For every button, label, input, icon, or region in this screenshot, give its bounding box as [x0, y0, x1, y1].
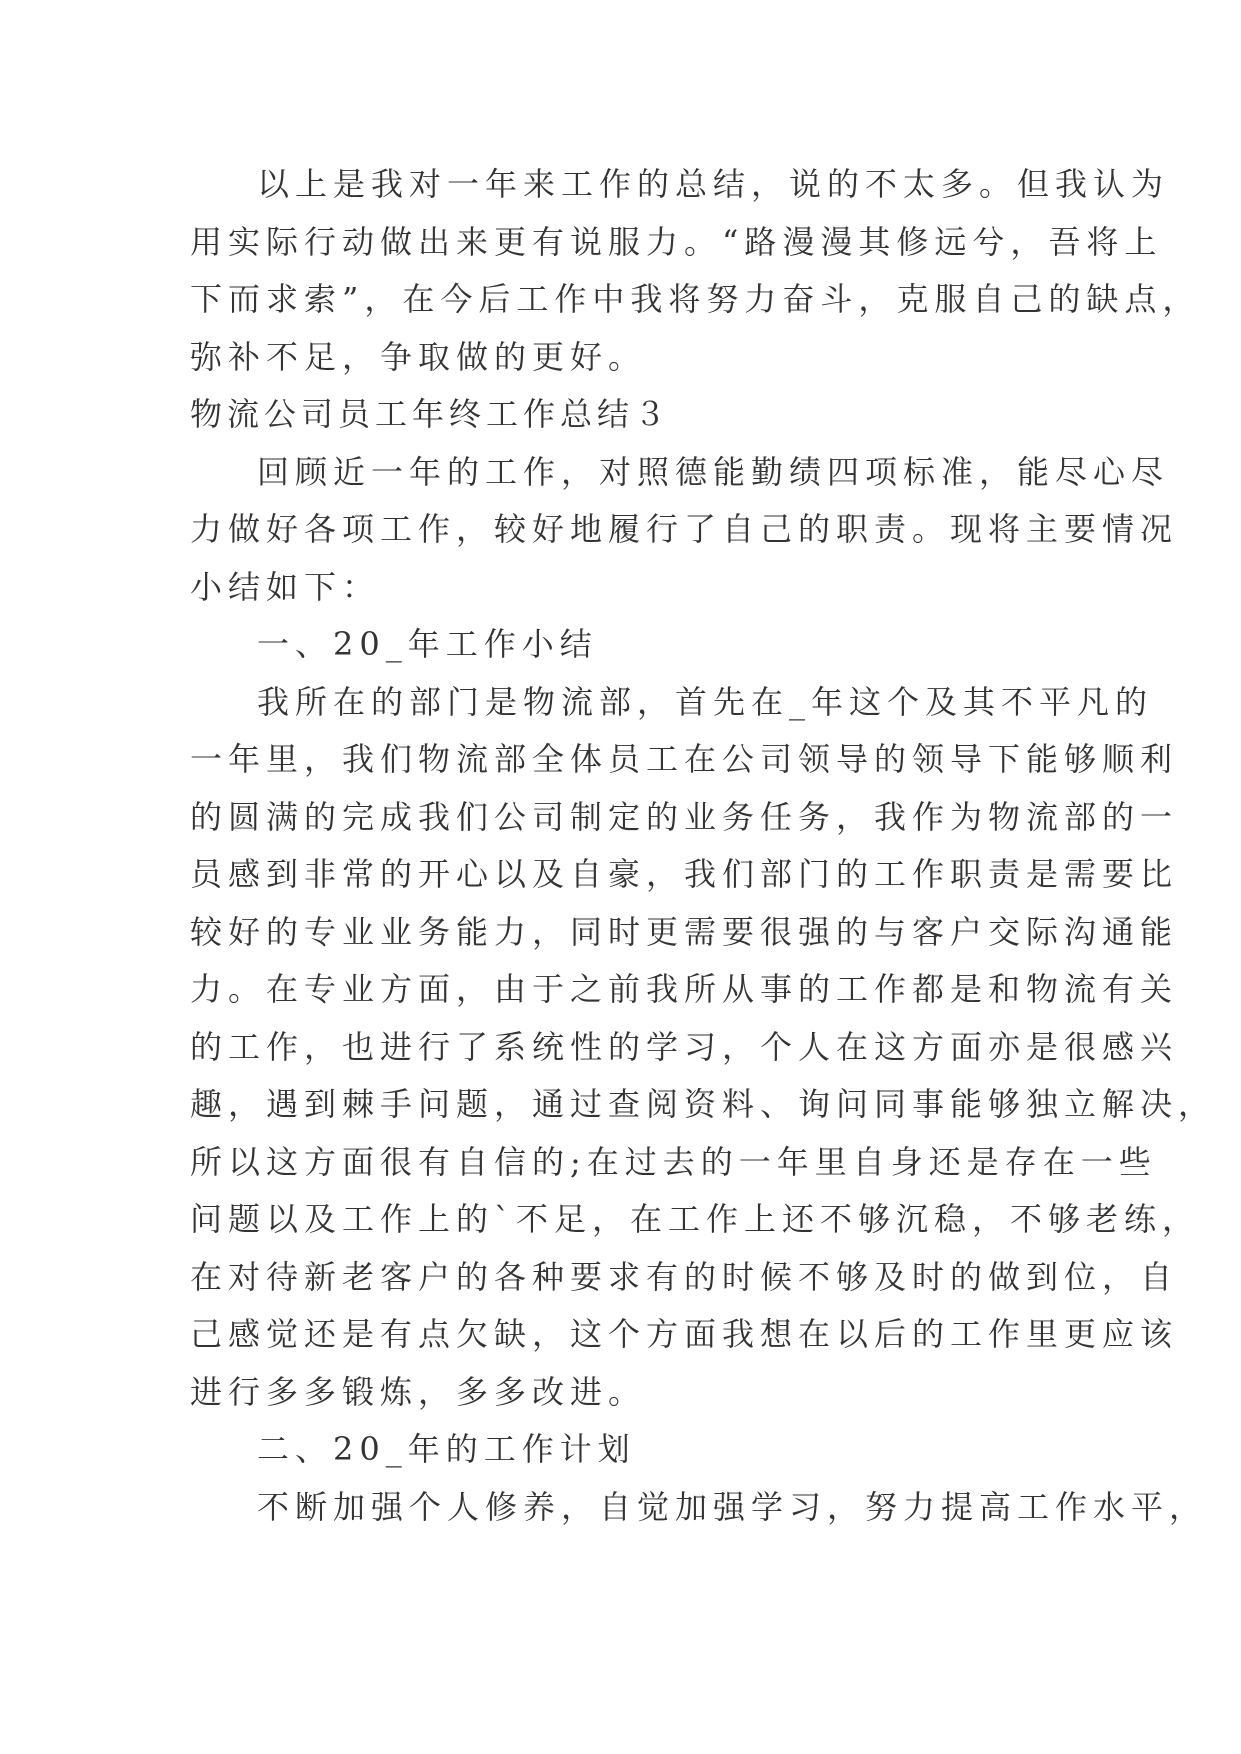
subsection-heading: 二、20_年的工作计划	[257, 1430, 636, 1468]
text-line: 的圆满的完成我们公司制定的业务任务，我作为物流部的一	[190, 797, 1179, 836]
text-line: 所以这方面很有自信的;在过去的一年里自身还是存在一些	[190, 1142, 1157, 1181]
text-line: 弥补不足，争取做的更好。	[190, 337, 647, 376]
section-title: 物流公司员工年终工作总结３	[190, 395, 672, 433]
text-line: 不断加强个人修养，自觉加强学习，努力提高工作水平，	[257, 1487, 1208, 1526]
text-line: 较好的专业业务能力，同时更需要很强的与客户交际沟通能	[190, 912, 1179, 951]
text-line: 我所在的部门是物流部，首先在_年这个及其不平凡的	[257, 682, 1154, 721]
text-line: 力。在专业方面，由于之前我所从事的工作都是和物流有关	[190, 970, 1179, 1008]
document-page	[190, 156, 1217, 1536]
text-line: 用实际行动做出来更有说服力。“路漫漫其修远兮，吾将上	[190, 222, 1163, 261]
text-line: 以上是我对一年来工作的总结，说的不太多。但我认为	[257, 165, 1170, 203]
text-line: 力做好各项工作，较好地履行了自己的职责。现将主要情况	[190, 510, 1179, 548]
text-line: 的工作，也进行了系统性的学习，个人在这方面亦是很感兴	[190, 1027, 1179, 1066]
text-line: 趣，遇到棘手问题，通过查阅资料、询问同事能够独立解决，	[190, 1085, 1217, 1123]
text-line: 进行多多锻炼，多多改进。	[190, 1372, 647, 1411]
text-line: 问题以及工作上的`不足，在工作上还不够沉稳，不够老练，	[190, 1200, 1201, 1238]
text-line: 员感到非常的开心以及自豪，我们部门的工作职责是需要比	[190, 855, 1179, 893]
text-line: 小结如下：	[190, 567, 381, 606]
text-line: 在对待新老客户的各种要求有的时候不够及时的做到位，自	[190, 1257, 1179, 1296]
text-line: 下而求索”，在今后工作中我将努力奋斗，克服自己的缺点，	[190, 280, 1201, 318]
subsection-heading: 一、20_年工作小结	[257, 625, 598, 663]
text-line: 己感觉还是有点欠缺，这个方面我想在以后的工作里更应该	[190, 1315, 1179, 1353]
text-line: 一年里，我们物流部全体员工在公司领导的领导下能够顺利	[190, 740, 1179, 778]
text-line: 回顾近一年的工作，对照德能勤绩四项标准，能尽心尽	[257, 452, 1170, 491]
